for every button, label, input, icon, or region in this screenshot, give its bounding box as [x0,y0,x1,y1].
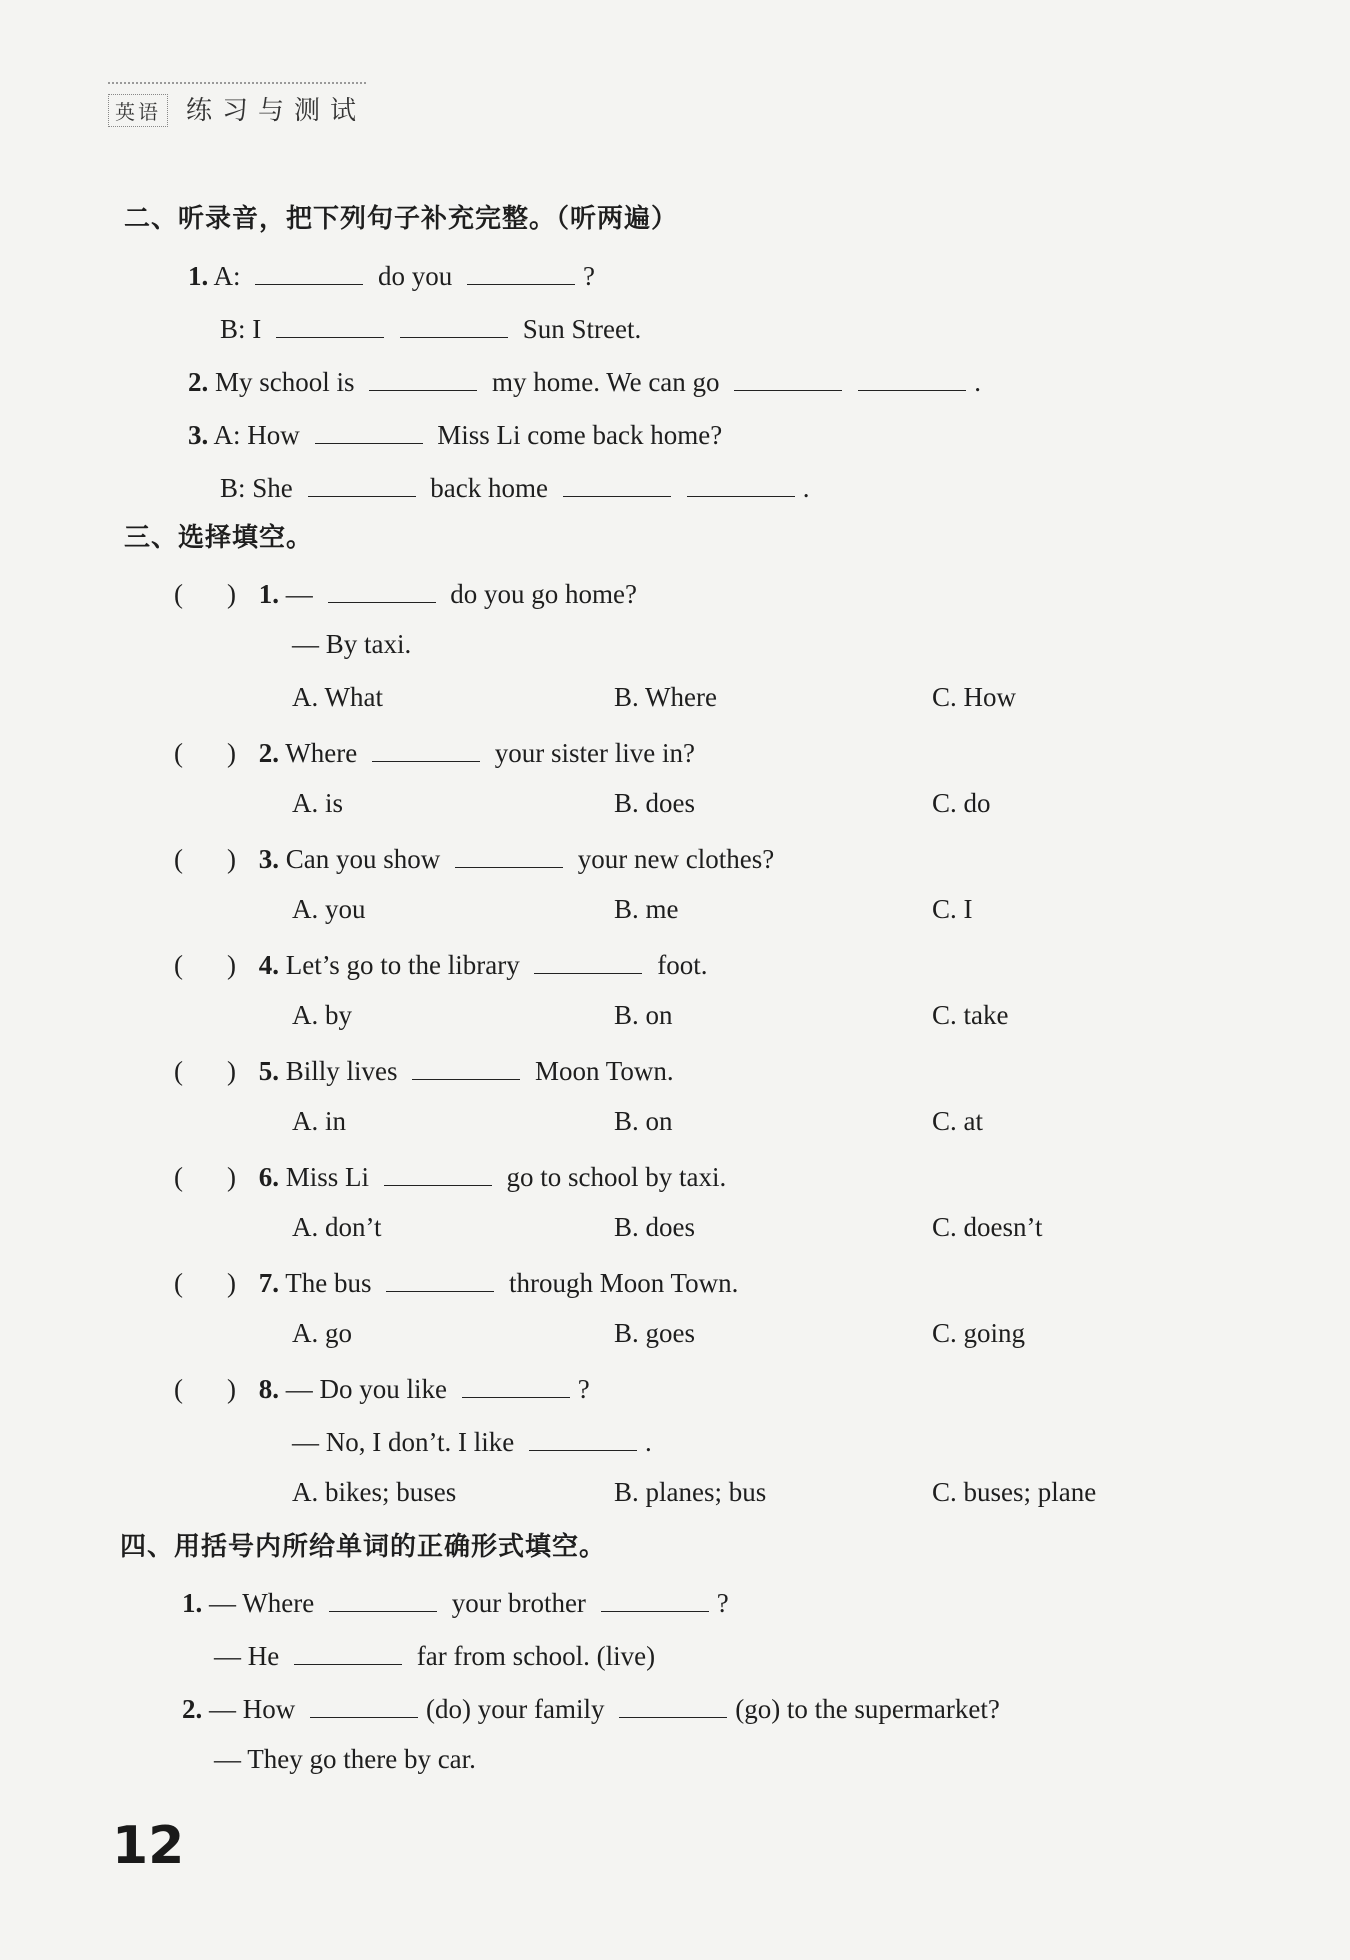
section-4-title: 四、用括号内所给单词的正确形式填空。 [120,1532,607,1562]
text: Billy lives [285,1056,398,1086]
answer-paren[interactable] [174,1160,252,1194]
text: my home. We can go [492,367,720,397]
option-b[interactable]: B. does [614,788,695,818]
option-b[interactable]: B. Where [614,682,717,712]
s3-q1 [174,574,637,611]
option-a[interactable]: A. don’t [292,1212,382,1242]
text: B: She [220,473,293,503]
page-number: 12 [112,1816,185,1876]
text: — [285,579,313,609]
option-b[interactable]: B. planes; bus [614,1477,767,1507]
text: ? [577,1374,590,1404]
option-a[interactable]: A. bikes; buses [292,1477,457,1507]
text: — He [214,1641,280,1671]
paren-open: ( [174,844,183,874]
text: your sister live in? [494,738,695,768]
option-c[interactable]: C. at [932,1106,983,1136]
question-number: 2. [188,367,209,397]
answer-blank[interactable] [687,468,795,497]
answer-blank[interactable] [310,1689,418,1718]
answer-blank[interactable] [467,256,575,285]
s3-q3 [174,839,774,876]
question-number: 6. [258,1162,279,1192]
s3-q5 [174,1051,674,1088]
answer-paren[interactable] [174,948,252,982]
paren-close: ) [227,844,236,874]
answer-blank[interactable] [412,1051,520,1080]
answer-paren[interactable] [174,1054,252,1088]
option-b[interactable]: B. does [614,1212,695,1242]
question-number: 4. [258,950,279,980]
option-a[interactable]: A. is [292,788,344,818]
answer-blank[interactable] [294,1636,402,1665]
paren-close: ) [227,950,236,980]
s2-q2 [188,362,981,399]
answer-blank[interactable] [276,309,384,338]
question-number: 1. [258,579,279,609]
answer-blank[interactable] [308,468,416,497]
answer-blank[interactable] [315,415,423,444]
answer-blank[interactable] [400,309,508,338]
answer-blank[interactable] [601,1583,709,1612]
s3-q2 [174,733,695,770]
question-number: 8. [258,1374,279,1404]
option-c[interactable]: C. going [932,1318,1026,1348]
answer-paren[interactable] [174,1266,252,1300]
paren-open: ( [174,950,183,980]
s4-q1-line-b [214,1636,655,1673]
text: (go) to the supermarket? [735,1694,1000,1724]
answer-blank[interactable] [369,362,477,391]
question-number: 3. [188,420,209,450]
question-number: 2. [182,1694,203,1724]
s3-q1-reply: — By taxi. [292,629,412,659]
option-b[interactable]: B. on [614,1106,673,1136]
paren-close: ) [227,1268,236,1298]
option-a[interactable]: A. go [292,1318,352,1348]
option-c[interactable]: C. How [932,682,1017,712]
text: Can you show [285,844,441,874]
question-number: 2. [258,738,279,768]
option-c[interactable]: C. I [932,894,973,924]
text: — Do you like [285,1374,447,1404]
text: Sun Street. [522,314,642,344]
text: far from school. (live) [416,1641,656,1671]
answer-blank[interactable] [462,1369,570,1398]
section-3-title: 三、选择填空。 [124,523,314,553]
option-a[interactable]: A. What [292,682,383,712]
text: Where [285,738,358,768]
page-header [108,82,366,127]
paren-open: ( [174,1268,183,1298]
text: My school is [215,367,355,397]
text: foot. [657,950,708,980]
option-a[interactable]: A. you [292,894,366,924]
text: . [974,367,982,397]
option-b[interactable]: B. on [614,1000,673,1030]
s4-q1-line-a [182,1583,729,1620]
text: do you go home? [450,579,637,609]
text: ? [716,1588,729,1618]
text: Miss Li come back home? [437,420,723,450]
answer-blank[interactable] [386,1263,494,1292]
text: ? [583,261,595,291]
option-c[interactable]: C. buses; plane [932,1477,1097,1507]
section-2-title: 二、听录音，把下列句子补充完整。（听两遍） [124,204,679,234]
text: The bus [285,1268,372,1298]
answer-blank[interactable] [255,256,363,285]
answer-blank[interactable] [858,362,966,391]
option-c[interactable]: C. do [932,788,991,818]
text: — Where [209,1588,315,1618]
answer-paren[interactable] [174,842,252,876]
question-number: 1. [182,1588,203,1618]
text: . [644,1427,652,1457]
option-a[interactable]: A. in [292,1106,346,1136]
paren-close: ) [227,579,236,609]
answer-blank[interactable] [384,1157,492,1186]
text: go to school by taxi. [506,1162,727,1192]
option-c[interactable]: C. take [932,1000,1009,1030]
answer-paren[interactable] [174,577,252,611]
text: your new clothes? [577,844,775,874]
s2-q1-line-a [188,256,595,293]
text: . [802,473,810,503]
text: back home [430,473,548,503]
question-number: 3. [258,844,279,874]
answer-blank[interactable] [329,1583,437,1612]
paren-close: ) [227,1056,236,1086]
text: — How [209,1694,296,1724]
s4-q2-line-a [182,1689,1000,1726]
text: B: I [220,314,262,344]
book-title: 练习与测试 [186,96,367,126]
question-number: 5. [258,1056,279,1086]
option-a[interactable]: A. by [292,1000,352,1030]
answer-paren[interactable] [174,736,252,770]
question-number: 1. [188,261,209,291]
paren-open: ( [174,1162,183,1192]
option-b[interactable]: B. goes [614,1318,695,1348]
answer-blank[interactable] [619,1689,727,1718]
text: do you [378,261,453,291]
paren-close: ) [227,1162,236,1192]
subject-label: 英语 [108,94,168,127]
text: Miss Li [285,1162,370,1192]
s3-q8 [174,1369,590,1406]
paren-open: ( [174,1056,183,1086]
text: through Moon Town. [509,1268,739,1298]
paren-close: ) [227,738,236,768]
text: Moon Town. [535,1056,674,1086]
s4-q2-line-b: — They go there by car. [214,1744,476,1774]
answer-blank[interactable] [455,839,563,868]
option-c[interactable]: C. doesn’t [932,1212,1043,1242]
answer-blank[interactable] [372,733,480,762]
answer-blank[interactable] [534,945,642,974]
s2-q3-line-b [220,468,809,505]
paren-open: ( [174,738,183,768]
answer-blank[interactable] [328,574,436,603]
s2-q1-line-b [220,309,641,346]
text: your brother [451,1588,586,1618]
s3-q7 [174,1263,738,1300]
text: A: [213,261,241,291]
answer-blank[interactable] [734,362,842,391]
text: (do) your family [426,1694,605,1724]
paren-close: ) [227,1374,236,1404]
question-number: 7. [258,1268,279,1298]
text: A: How [213,420,300,450]
s3-q8-reply [292,1422,652,1459]
text: — No, I don’t. I like [292,1427,515,1457]
answer-blank[interactable] [563,468,671,497]
text: Let’s go to the library [285,950,520,980]
answer-blank[interactable] [529,1422,637,1451]
paren-open: ( [174,1374,183,1404]
answer-paren[interactable] [174,1372,252,1406]
s3-q4 [174,945,707,982]
paren-open: ( [174,579,183,609]
s3-q6 [174,1157,726,1194]
s2-q3-line-a [188,415,722,452]
option-b[interactable]: B. me [614,894,679,924]
